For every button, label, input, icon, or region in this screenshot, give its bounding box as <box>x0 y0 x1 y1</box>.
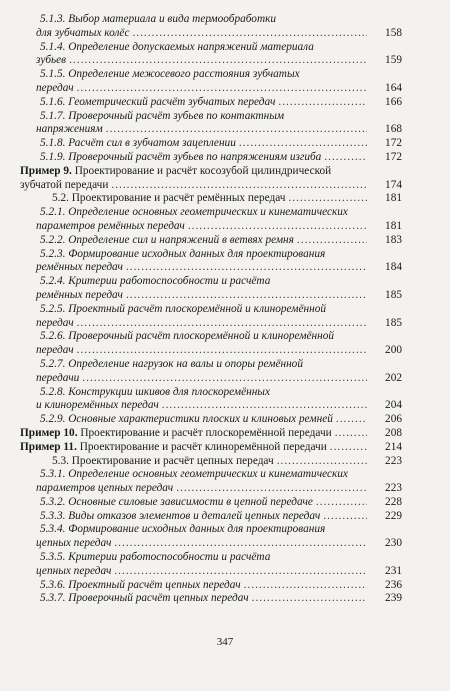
toc-entry <box>0 110 450 138</box>
toc-entry-last-line <box>0 579 450 593</box>
toc-entry-last-line <box>0 510 450 524</box>
toc-entry-text: 5.2.8. Конструкции шкивов для плоскоремённых <box>40 385 270 398</box>
toc-entry-last-line <box>0 372 450 386</box>
toc-entry-text: Проектирование и расчёт клиноремённой передачи <box>76 440 327 453</box>
toc-entry-title <box>40 41 314 53</box>
toc-entry-text: передач <box>36 81 74 94</box>
dot-leader <box>278 96 367 110</box>
toc-entry-text: цепных передач <box>36 564 112 577</box>
toc-entry <box>0 206 450 234</box>
toc-page-number: 172 <box>385 137 402 150</box>
toc-entry-title <box>36 123 103 137</box>
table-of-contents <box>0 13 450 606</box>
toc-entry-last-line <box>0 592 450 606</box>
toc-entry-text: 5.2.9. Основные характеристики плоских и клиновых ремней <box>40 413 333 426</box>
toc-entry <box>0 13 450 41</box>
toc-page-number: 183 <box>385 233 402 246</box>
toc-page-number: 230 <box>385 537 402 550</box>
dot-leader <box>188 220 367 234</box>
example-label: Пример 10. <box>20 426 78 439</box>
dot-leader <box>111 179 367 193</box>
toc-entry-text: 5.2.6. Проверочный расчёт плоскоремённой и клиноремённой <box>40 330 335 343</box>
dot-leader <box>114 537 367 551</box>
toc-entry-text: 5.3.6. Проектный расчёт цепных передач <box>40 578 241 591</box>
toc-entry-line <box>0 523 450 537</box>
toc-entry-title <box>20 441 327 455</box>
toc-entry-line <box>0 165 450 179</box>
toc-entry-line <box>0 275 450 289</box>
toc-page-number: 181 <box>385 219 402 232</box>
dot-leader <box>330 441 367 455</box>
toc-page-number: 200 <box>385 344 402 357</box>
toc-entry-last-line <box>0 496 450 510</box>
toc-page-number: 231 <box>385 564 402 577</box>
toc-entry <box>0 358 450 386</box>
toc-page-number: 228 <box>385 495 402 508</box>
toc-entry-text: 5.3.4. Формирование исходных данных для проектирования <box>40 523 326 536</box>
toc-entry-last-line <box>0 413 450 427</box>
toc-entry-text: 5.1.5. Определение межосевого расстояния зубчатых <box>40 68 300 81</box>
toc-entry-title <box>40 110 284 122</box>
toc-entry-text: 5.3.5. Критерии работоспособности и расчёта <box>40 551 271 564</box>
toc-page-number: 164 <box>385 81 402 94</box>
toc-entry-text: 5.2.3. Формирование исходных данных для проектирования <box>40 247 326 260</box>
toc-entry-title <box>40 386 270 398</box>
toc-entry-text: зубьев <box>36 54 67 67</box>
toc-entry-title <box>40 579 241 593</box>
toc-entry <box>0 248 450 276</box>
toc-entry-line <box>0 13 450 27</box>
toc-entry-text: зубчатой передачи <box>20 178 109 191</box>
toc-entry <box>0 386 450 414</box>
dot-leader <box>288 192 367 206</box>
toc-entry-last-line <box>0 27 450 41</box>
toc-page-number: 204 <box>385 399 402 412</box>
toc-page-number: 223 <box>385 454 402 467</box>
toc-entry-title <box>40 303 326 315</box>
toc-entry-line <box>0 358 450 372</box>
toc-entry-title <box>40 248 325 260</box>
toc-page-number: 168 <box>385 123 402 136</box>
toc-entry <box>0 303 450 331</box>
dot-leader <box>69 54 367 68</box>
toc-entry <box>0 496 450 510</box>
toc-entry-title <box>40 358 303 370</box>
toc-page-number: 159 <box>385 54 402 67</box>
toc-entry-text: 5.1.3. Выбор материала и вида термообработки <box>40 13 277 25</box>
toc-entry-last-line <box>0 179 450 193</box>
toc-entry-line <box>0 41 450 55</box>
toc-entry-title <box>40 13 276 25</box>
toc-entry-title <box>36 27 129 41</box>
toc-page-number: 208 <box>385 426 402 439</box>
toc-entry-title <box>36 289 123 303</box>
toc-entry-text: Проектирование и расчёт плоскоремённой передачи <box>77 426 332 439</box>
toc-entry-text: передач <box>36 344 74 357</box>
example-label: Пример 11. <box>20 440 77 453</box>
toc-entry-text: передачи <box>36 371 80 384</box>
toc-entry <box>0 510 450 524</box>
toc-entry-title <box>40 468 348 480</box>
toc-entry <box>0 455 450 469</box>
toc-entry <box>0 427 450 441</box>
toc-entry-last-line <box>0 455 450 469</box>
dot-leader <box>323 510 367 524</box>
toc-entry-title <box>52 455 274 469</box>
toc-entry-text: напряжениям <box>36 123 103 136</box>
toc-entry-title <box>36 537 111 551</box>
toc-entry-title <box>36 344 74 358</box>
toc-entry-title <box>52 192 285 206</box>
toc-entry-title <box>36 399 159 413</box>
toc-entry-line <box>0 468 450 482</box>
toc-page-number: 239 <box>385 592 402 605</box>
toc-entry-last-line <box>0 482 450 496</box>
toc-entry-text: 5.1.8. Расчёт сил в зубчатом зацеплении <box>40 137 236 150</box>
toc-entry <box>0 137 450 151</box>
toc-entry-text: 5.2.5. Проектный расчёт плоскоремённой и клиноремённой <box>40 302 327 315</box>
toc-entry-title <box>40 592 249 606</box>
toc-entry-title <box>40 234 294 248</box>
toc-entry <box>0 413 450 427</box>
toc-page-number: 185 <box>385 288 402 301</box>
toc-entry <box>0 41 450 69</box>
toc-entry-last-line <box>0 427 450 441</box>
dot-leader <box>132 27 367 41</box>
toc-entry <box>0 275 450 303</box>
dot-leader <box>239 137 367 151</box>
toc-entry-title <box>40 206 348 218</box>
dot-leader <box>176 482 367 496</box>
toc-entry-text: 5.1.7. Проверочный расчёт зубьев по контактным <box>40 109 285 122</box>
toc-entry <box>0 330 450 358</box>
toc-entry-last-line <box>0 261 450 275</box>
dot-leader <box>82 372 367 386</box>
toc-entry <box>0 523 450 551</box>
toc-entry-text: 5.3.7. Проверочный расчёт цепных передач <box>40 592 249 605</box>
toc-page-number: 172 <box>385 150 402 163</box>
toc-page-number: 174 <box>385 178 402 191</box>
toc-entry-text: Проектирование и расчёт косозубой цилиндрической <box>71 164 332 177</box>
dot-leader <box>324 151 367 165</box>
toc-entry <box>0 468 450 496</box>
toc-page-number: 158 <box>385 26 402 39</box>
toc-entry-last-line <box>0 123 450 137</box>
toc-page-number: 229 <box>385 509 402 522</box>
toc-page-number: 181 <box>385 192 402 205</box>
example-label: Пример 9. <box>20 164 72 177</box>
dot-leader <box>162 399 367 413</box>
toc-entry-last-line <box>0 399 450 413</box>
toc-entry <box>0 165 450 193</box>
toc-entry-last-line <box>0 96 450 110</box>
toc-entry-title <box>20 179 108 193</box>
toc-entry-title <box>40 496 313 510</box>
toc-page-number: 184 <box>385 261 402 274</box>
toc-entry <box>0 234 450 248</box>
dot-leader <box>335 427 367 441</box>
toc-entry-line <box>0 551 450 565</box>
toc-entry-title <box>20 165 331 177</box>
toc-entry <box>0 192 450 206</box>
toc-entry-title <box>40 151 321 165</box>
toc-entry <box>0 441 450 455</box>
toc-entry-title <box>40 413 333 427</box>
toc-entry <box>0 96 450 110</box>
toc-entry-last-line <box>0 220 450 234</box>
toc-page-number: 214 <box>385 440 402 453</box>
toc-entry-text: цепных передач <box>36 537 112 550</box>
toc-entry-text: передач <box>36 316 74 329</box>
page-number: 347 <box>216 636 234 648</box>
toc-entry-text: 5.2.2. Определение сил и напряжений в ветвях ремня <box>40 233 294 246</box>
toc-entry-text: параметров ремённых передач <box>36 219 185 232</box>
toc-entry <box>0 151 450 165</box>
toc-entry-line <box>0 248 450 262</box>
dot-leader <box>252 592 367 606</box>
toc-entry <box>0 68 450 96</box>
toc-entry-last-line <box>0 234 450 248</box>
toc-page-number: 223 <box>385 482 402 495</box>
toc-entry-line <box>0 303 450 317</box>
toc-entry-last-line <box>0 441 450 455</box>
toc-entry-title <box>36 565 111 579</box>
dot-leader <box>114 565 367 579</box>
toc-entry-title <box>40 551 270 563</box>
toc-entry-text: 5.3.1. Определение основных геометрических и кинематических <box>40 468 348 481</box>
toc-entry-title <box>36 482 173 496</box>
toc-entry-title <box>40 330 334 342</box>
toc-entry-last-line <box>0 192 450 206</box>
toc-entry-last-line <box>0 54 450 68</box>
toc-entry-line <box>0 68 450 82</box>
toc-entry-text: 5.1.6. Геометрический расчёт зубчатых передач <box>40 95 276 108</box>
toc-entry <box>0 592 450 606</box>
toc-entry <box>0 551 450 579</box>
toc-entry-text: 5.1.9. Проверочный расчёт зубьев по напряжениям изгиба <box>40 150 322 163</box>
dot-leader <box>297 234 367 248</box>
dot-leader <box>244 579 367 593</box>
toc-entry-text: 5.2. Проектирование и расчёт ремённых передач <box>52 192 286 205</box>
toc-entry-line <box>0 206 450 220</box>
toc-page-number: 166 <box>385 95 402 108</box>
toc-entry-text: 5.1.4. Определение допускаемых напряжений материала <box>40 40 314 53</box>
dot-leader <box>126 289 367 303</box>
toc-entry-text: параметров цепных передач <box>36 482 174 495</box>
toc-entry-last-line <box>0 344 450 358</box>
toc-entry-title <box>36 54 66 68</box>
toc-entry-text: ремённых передач <box>36 261 123 274</box>
toc-entry-last-line <box>0 82 450 96</box>
dot-leader <box>336 413 367 427</box>
toc-entry-last-line <box>0 137 450 151</box>
dot-leader <box>77 82 367 96</box>
dot-leader <box>77 344 367 358</box>
toc-entry-title <box>40 510 320 524</box>
toc-entry-line <box>0 330 450 344</box>
toc-entry <box>0 579 450 593</box>
toc-entry-text: 5.2.4. Критерии работоспособности и расчёта <box>40 275 271 288</box>
dot-leader <box>316 496 367 510</box>
toc-entry-text: ремённых передач <box>36 288 123 301</box>
toc-page-number: 185 <box>385 316 402 329</box>
dot-leader <box>277 455 367 469</box>
toc-entry-title <box>40 137 236 151</box>
toc-entry-title <box>40 68 300 80</box>
toc-entry-last-line <box>0 289 450 303</box>
toc-entry-last-line <box>0 537 450 551</box>
toc-entry-last-line <box>0 565 450 579</box>
toc-entry-title <box>40 275 270 287</box>
toc-entry-title <box>40 96 275 110</box>
dot-leader <box>106 123 367 137</box>
toc-entry-last-line <box>0 151 450 165</box>
toc-entry-title <box>20 427 332 441</box>
dot-leader <box>77 317 367 331</box>
toc-entry-title <box>40 523 325 535</box>
toc-entry-title <box>36 372 79 386</box>
toc-entry-title <box>36 82 74 96</box>
toc-entry-title <box>36 317 74 331</box>
toc-entry-text: для зубчатых колёс <box>36 26 130 39</box>
toc-entry-last-line <box>0 317 450 331</box>
toc-entry-text: и клиноремённых передач <box>36 399 159 412</box>
toc-entry-text: 5.3.3. Виды отказов элементов и деталей цепных передач <box>40 509 321 522</box>
toc-page-number: 202 <box>385 371 402 384</box>
toc-entry-text: 5.2.1. Определение основных геометрических и кинематических <box>40 206 348 219</box>
toc-entry-text: 5.2.7. Определение нагрузок на валы и опоры ремённой <box>40 357 303 370</box>
toc-page-number: 206 <box>385 413 402 426</box>
toc-entry-text: 5.3. Проектирование и расчёт цепных передач <box>52 454 274 467</box>
toc-entry-text: 5.3.2. Основные силовые зависимости в цепной передаче <box>40 495 313 508</box>
toc-entry-line <box>0 386 450 400</box>
toc-page-number: 236 <box>385 578 402 591</box>
dot-leader <box>126 261 367 275</box>
toc-entry-title <box>36 261 123 275</box>
toc-entry-title <box>36 220 185 234</box>
toc-entry-line <box>0 110 450 124</box>
